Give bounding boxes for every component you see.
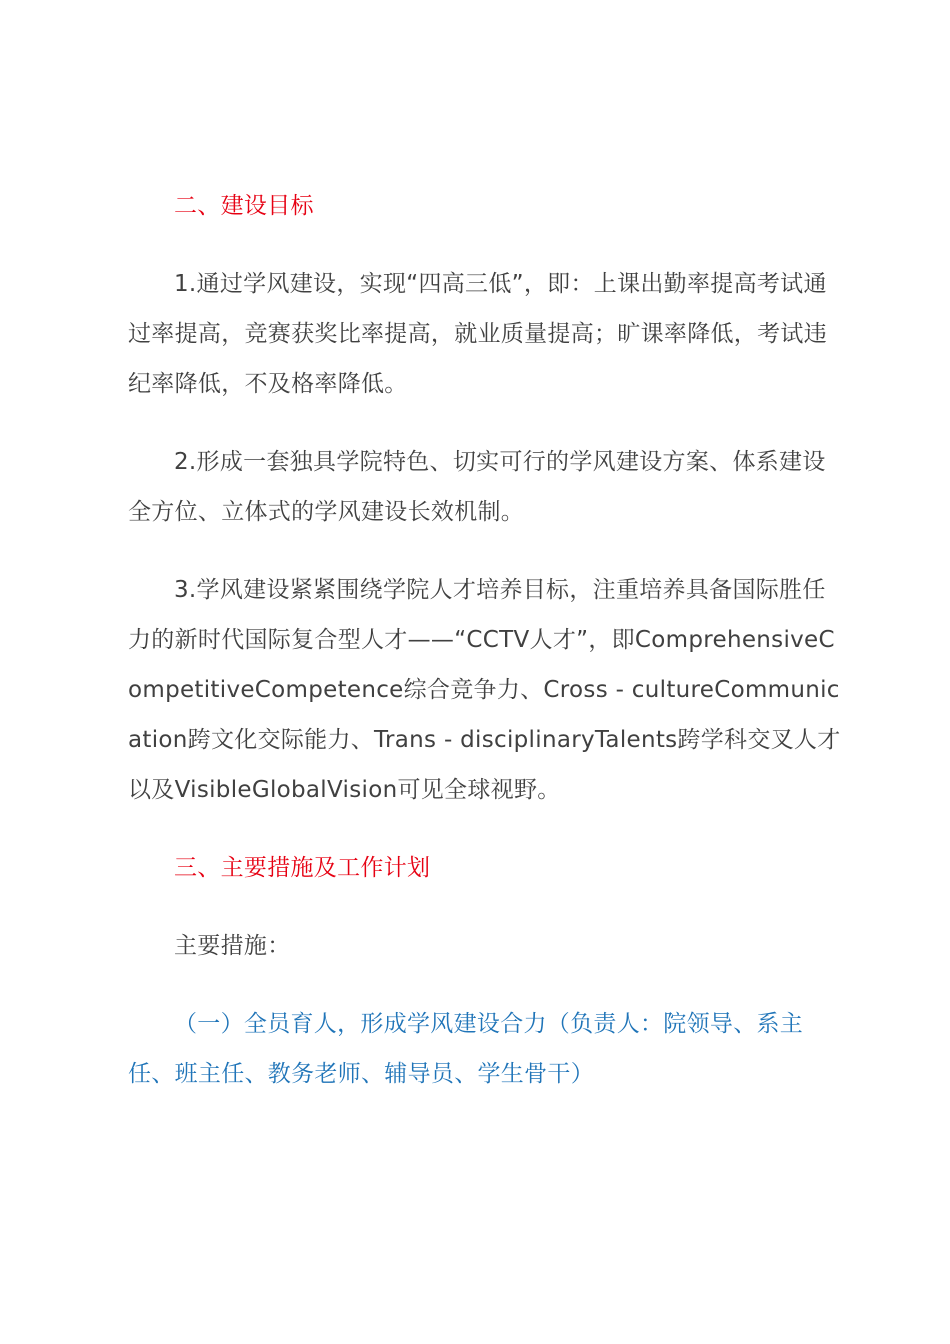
section-heading-measures: 三、主要措施及工作计划 [174,855,431,881]
section-heading-goals: 二、建设目标 [174,193,314,219]
goal-paragraph-2: 2.形成一套独具学院特色、切实可行的学风建设方案、体系建设全方位、立体式的学风建设长效机制。 [128,449,826,525]
goal-paragraph-1: 1.通过学风建设，实现“四高三低”，即：上课出勤率提高考试通过率提高，竞赛获奖比率提高，就业质量提高；旷课率降低，考试违纪率降低，不及格率降低。 [128,271,827,397]
document-body [128,181,844,1099]
measure-heading-1: （一）全员育人，形成学风建设合力（负责人：院领导、系主任、班主任、教务老师、辅导员、学生骨干） [128,1011,804,1087]
goal-paragraph-3: 3.学风建设紧紧围绕学院人才培养目标，注重培养具备国际胜任力的新时代国际复合型人才——“CCTV人才”，即ComprehensiveCompetitiveCompetence综合竞争力、Cross - cultureCommunication跨文化交际能力、Trans - disciplinaryTalents跨学科交叉人才以及VisibleGlobalVision可见全球视野。 [128,577,841,803]
measures-label: 主要措施： [174,933,291,959]
